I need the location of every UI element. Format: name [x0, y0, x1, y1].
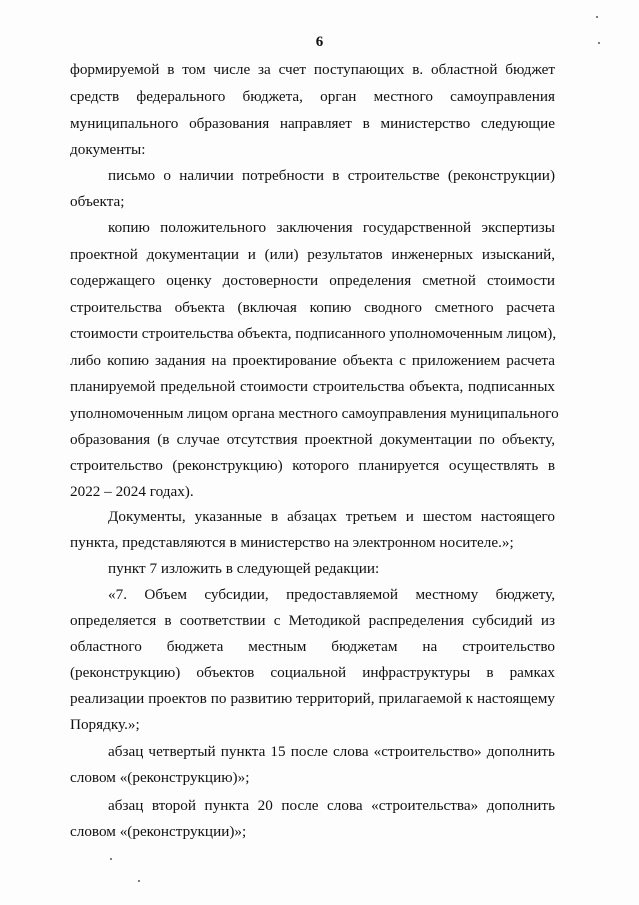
scan-speck — [110, 858, 112, 860]
text-line-14: уполномоченным лицом органа местного самоуправления муниципального — [70, 405, 559, 422]
text-line-13: планируемой предельной стоимости строительства объекта, подписанных — [70, 378, 555, 395]
text-line-27: абзац четвертый пункта 15 после слова «строительство» дополнить — [108, 743, 555, 760]
text-line-7: копию положительного заключения государственной экспертизы — [108, 219, 555, 236]
text-line-23: областного бюджета местным бюджетам на строительство — [70, 638, 555, 655]
scan-speck — [138, 880, 140, 882]
text-line-12: либо копию задания на проектирование объекта с приложением расчета — [70, 352, 555, 369]
text-line-16: строительство (реконструкцию) которого планируется осуществлять в — [70, 457, 555, 474]
page-number: 6 — [315, 34, 324, 50]
text-line-6: объекта; — [70, 193, 125, 210]
text-line-3: муниципального образования направляет в министерство следующие — [70, 115, 555, 132]
text-line-8: проектной документации и (или) результатов инженерных изысканий, — [70, 246, 555, 263]
text-line-21: «7. Объем субсидии, предоставляемой местному бюджету, — [108, 586, 555, 603]
text-line-29: абзац второй пункта 20 после слова «строительства» дополнить — [108, 797, 555, 814]
text-line-22: определяется в соответствии с Методикой распределения субсидий из — [70, 612, 555, 629]
scan-speck — [596, 16, 598, 18]
text-line-18: Документы, указанные в абзацах третьем и шестом настоящего — [108, 508, 555, 525]
text-line-20: пункт 7 изложить в следующей редакции: — [108, 560, 380, 577]
text-line-17: 2022 – 2024 годах). — [70, 483, 194, 500]
text-line-5: письмо о наличии потребности в строительстве (реконструкции) — [108, 167, 555, 184]
text-line-25: реализации проектов по развитию территорий, прилагаемой к настоящему — [70, 690, 555, 707]
text-line-15: образования (в случае отсутствия проектной документации по объекту, — [70, 431, 555, 448]
text-line-19: пункта, представляются в министерство на электронном носителе.»; — [70, 534, 514, 551]
text-line-26: Порядку.»; — [70, 716, 140, 733]
text-line-2: средств федерального бюджета, орган местного самоуправления — [70, 88, 555, 105]
text-line-30: словом «(реконструкции)»; — [70, 823, 247, 840]
text-line-9: содержащего оценку достоверности определения сметной стоимости — [70, 272, 555, 289]
text-line-1: формируемой в том числе за счет поступающих в. областной бюджет — [70, 61, 555, 78]
scan-speck — [598, 42, 600, 44]
text-line-10: строительства объекта (включая копию сводного сметного расчета — [70, 299, 555, 316]
text-line-11: стоимости строительства объекта, подписанного уполномоченным лицом), — [70, 325, 557, 342]
text-line-24: (реконструкцию) объектов социальной инфраструктуры в рамках — [70, 664, 555, 681]
text-line-28: словом «(реконструкцию)»; — [70, 769, 250, 786]
text-line-4: документы: — [70, 141, 146, 158]
